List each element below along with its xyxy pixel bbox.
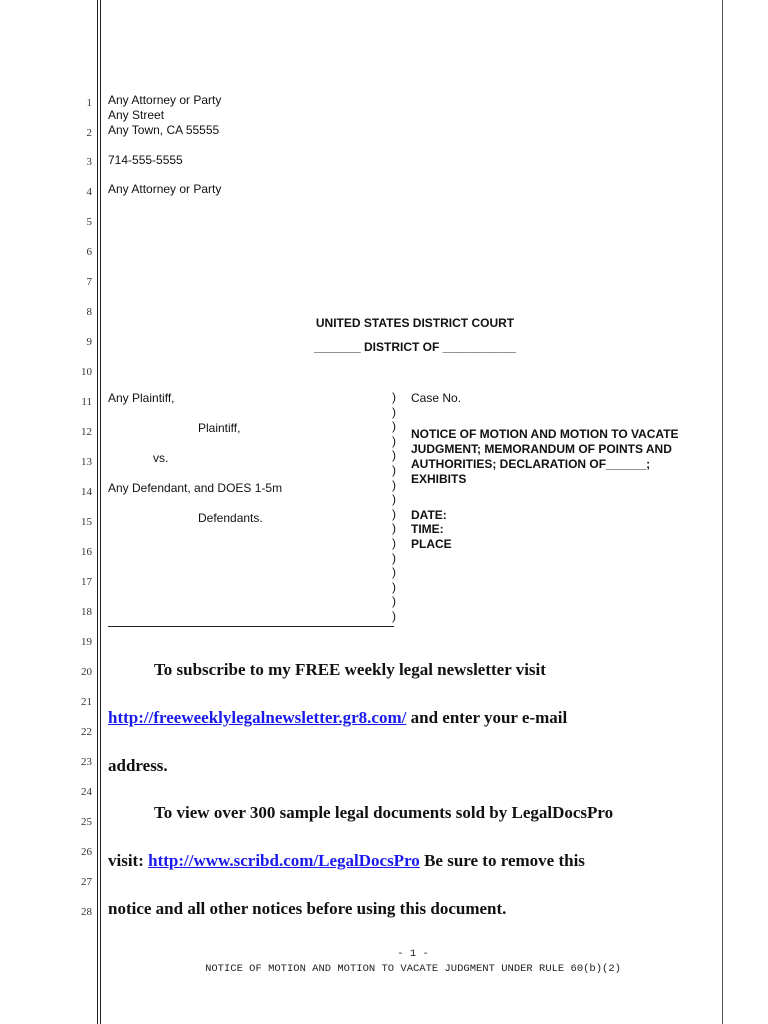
defendant-name: Any Defendant, and DOES 1-5m [108,481,283,495]
samples-visit-label: visit: [108,851,149,870]
caption-paren: ) [392,506,396,521]
samples-notice-rest: Be sure to remove this [419,851,585,870]
line-number: 7 [86,276,92,288]
line-number: 3 [86,156,92,168]
attorney-name: Any Attorney or Party [108,93,222,107]
versus-label: vs. [153,451,169,465]
line-number: 1 [86,97,92,109]
document-title-line-4: EXHIBITS [411,472,467,486]
defendant-role: Defendants. [198,511,263,525]
caption-paren: ) [392,390,396,404]
line-number: 21 [81,696,92,708]
hearing-time-label: TIME: [411,522,444,536]
footer-page-number: - 1 - [397,948,429,960]
samples-notice-line-3: notice and all other notices before using this document. [108,899,507,918]
line-number: 19 [81,636,92,648]
caption-bottom-line [108,626,394,627]
line-number: 16 [81,546,92,558]
line-number: 2 [86,127,92,139]
plaintiff-name: Any Plaintiff, [108,391,175,405]
caption-paren: ) [392,419,396,434]
line-number: 6 [86,246,92,258]
newsletter-notice-line-3: address. [108,756,168,775]
scribd-link[interactable]: http://www.scribd.com/LegalDocsPro [148,851,420,870]
left-margin-line-outer [97,0,98,1024]
caption-paren: ) [392,404,396,419]
caption-paren: ) [392,463,396,477]
line-number: 15 [81,516,92,528]
caption-paren: ) [392,609,396,623]
hearing-date-label: DATE: [411,508,447,522]
plaintiff-role: Plaintiff, [198,421,241,435]
line-number: 28 [81,906,92,918]
line-number: 12 [81,426,92,438]
line-number: 13 [81,456,92,468]
caption-paren: ) [392,477,396,492]
caption-paren: ) [392,550,396,565]
court-district: _______ DISTRICT OF ___________ [313,340,517,354]
line-number: 10 [81,366,92,378]
line-number: 11 [81,396,92,408]
line-number: 26 [81,846,92,858]
footer-document-title: NOTICE OF MOTION AND MOTION TO VACATE JUDGMENT UNDER RULE 60(b)(2) [205,963,621,975]
caption-paren: ) [392,521,396,536]
caption-paren: ) [392,579,396,594]
samples-notice-line-1: To view over 300 sample legal documents sold by LegalDocsPro [154,803,614,822]
line-number: 25 [81,816,92,828]
document-title-line-3: AUTHORITIES; DECLARATION OF______; [411,457,651,471]
caption-paren: ) [392,565,396,580]
samples-notice-line-2 [108,851,585,871]
newsletter-notice-rest: and enter your e-mail [406,708,568,727]
line-number: 23 [81,756,92,768]
newsletter-link[interactable]: http://freeweeklylegalnewsletter.gr8.com/ [108,708,407,727]
line-number: 5 [86,216,92,228]
caption-paren: ) [392,536,396,550]
line-number: 8 [86,306,92,318]
line-number: 18 [81,606,92,618]
line-number: 20 [81,666,92,678]
right-margin-line [722,0,723,1024]
caption-paren: ) [392,492,396,507]
line-number: 4 [86,186,92,198]
line-number: 9 [86,336,92,348]
newsletter-notice-line-1: To subscribe to my FREE weekly legal newsletter visit [154,660,546,679]
document-title-line-2: JUDGMENT; MEMORANDUM OF POINTS AND [411,442,672,456]
line-number: 22 [81,726,92,738]
line-number: 17 [81,576,92,588]
document-title-line-1: NOTICE OF MOTION AND MOTION TO VACATE [411,427,679,441]
newsletter-notice-line-2 [108,708,567,728]
line-number: 14 [81,486,92,498]
caption-paren: ) [392,448,396,463]
court-name: UNITED STATES DISTRICT COURT [315,316,515,330]
line-number: 27 [81,876,92,888]
left-margin-line-inner [100,0,101,1024]
case-number-label: Case No. [411,391,462,405]
attorney-city: Any Town, CA 55555 [108,123,220,137]
attorney-street: Any Street [108,108,165,122]
caption-paren: ) [392,594,396,609]
hearing-place-label: PLACE [411,537,452,551]
caption-paren: ) [392,433,396,448]
attorney-represents: Any Attorney or Party [108,182,222,196]
attorney-phone: 714-555-5555 [108,153,183,167]
line-number: 24 [81,786,92,798]
